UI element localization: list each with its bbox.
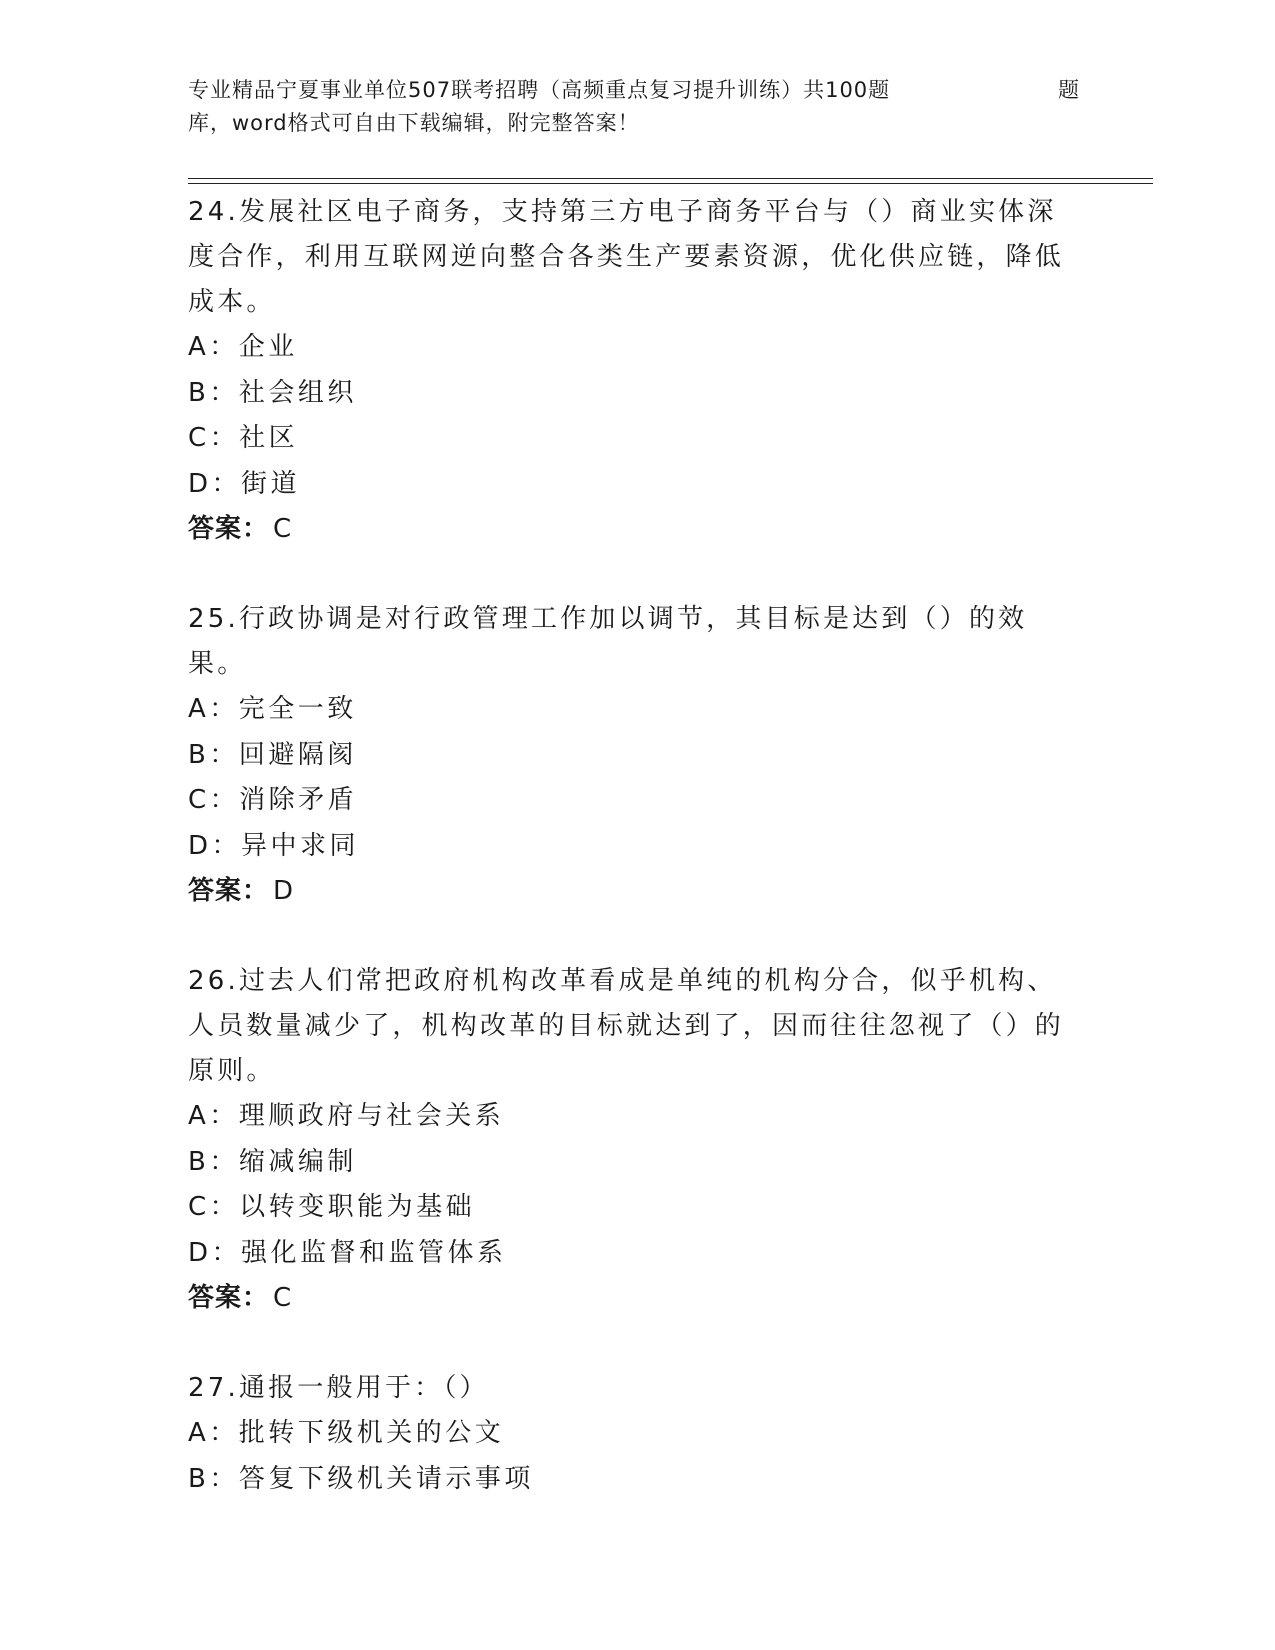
question-text: 25.行政协调是对行政管理工作加以调节，其目标是达到（）的效果。 [188,604,1028,679]
answer-line [188,507,1088,552]
header-divider-top [188,178,1153,179]
question-spacer [188,914,1088,959]
option-a: A：完全一致 [188,694,357,724]
answer-value: C [273,1283,293,1313]
header-title-tail: 题 [1058,78,1080,102]
option-d: D：异中求同 [188,830,360,861]
answer-line [188,869,1088,914]
header-title: 专业精品宁夏事业单位507联考招聘（高频重点复习提升训练）共100题 [188,78,891,102]
question-25 [188,597,1088,914]
question-spacer [188,552,1088,597]
question-text: 26.过去人们常把政府机构改革看成是单纯的机构分合，似乎机构、人员数量减少了，机构改革的目标就达到了，因而往往忽视了（）的原则。 [188,966,1065,1086]
option-b: B：缩减编制 [188,1146,357,1177]
header-divider-bottom [188,183,1153,184]
question-26 [188,959,1088,1321]
question-27 [188,1366,1088,1502]
question-24 [188,190,1088,552]
answer-value: D [273,876,295,906]
question-spacer [188,1321,1088,1366]
answer-label: 答案： [188,1283,270,1313]
header-line-1 [188,74,1088,107]
option-c: C：以转变职能为基础 [188,1192,476,1222]
option-c: C：社区 [188,423,299,453]
question-list [188,190,1088,1502]
answer-label: 答案： [188,876,270,906]
header-line-2: 库，word格式可自由下载编辑，附完整答案！ [188,111,640,135]
question-text: 24.发展社区电子商务，支持第三方电子商务平台与（）商业实体深度合作，利用互联网逆向整合各类生产要素资源，优化供应链，降低成本。 [188,197,1065,317]
document-header [188,74,1088,140]
option-b: B：回避隔阂 [188,739,357,770]
option-b: B：答复下级机关请示事项 [188,1463,534,1494]
option-a: A：企业 [188,332,298,362]
answer-line [188,1276,1088,1321]
question-text: 27.通报一般用于：（） [188,1373,489,1403]
option-d: D：强化监督和监管体系 [188,1237,507,1268]
option-c: C：消除矛盾 [188,785,358,815]
answer-label: 答案： [188,514,270,544]
option-b: B：社会组织 [188,377,357,408]
option-d: D：街道 [188,468,301,499]
option-a: A：批转下级机关的公文 [188,1418,505,1448]
answer-value: C [273,514,293,544]
option-a: A：理顺政府与社会关系 [188,1101,505,1131]
